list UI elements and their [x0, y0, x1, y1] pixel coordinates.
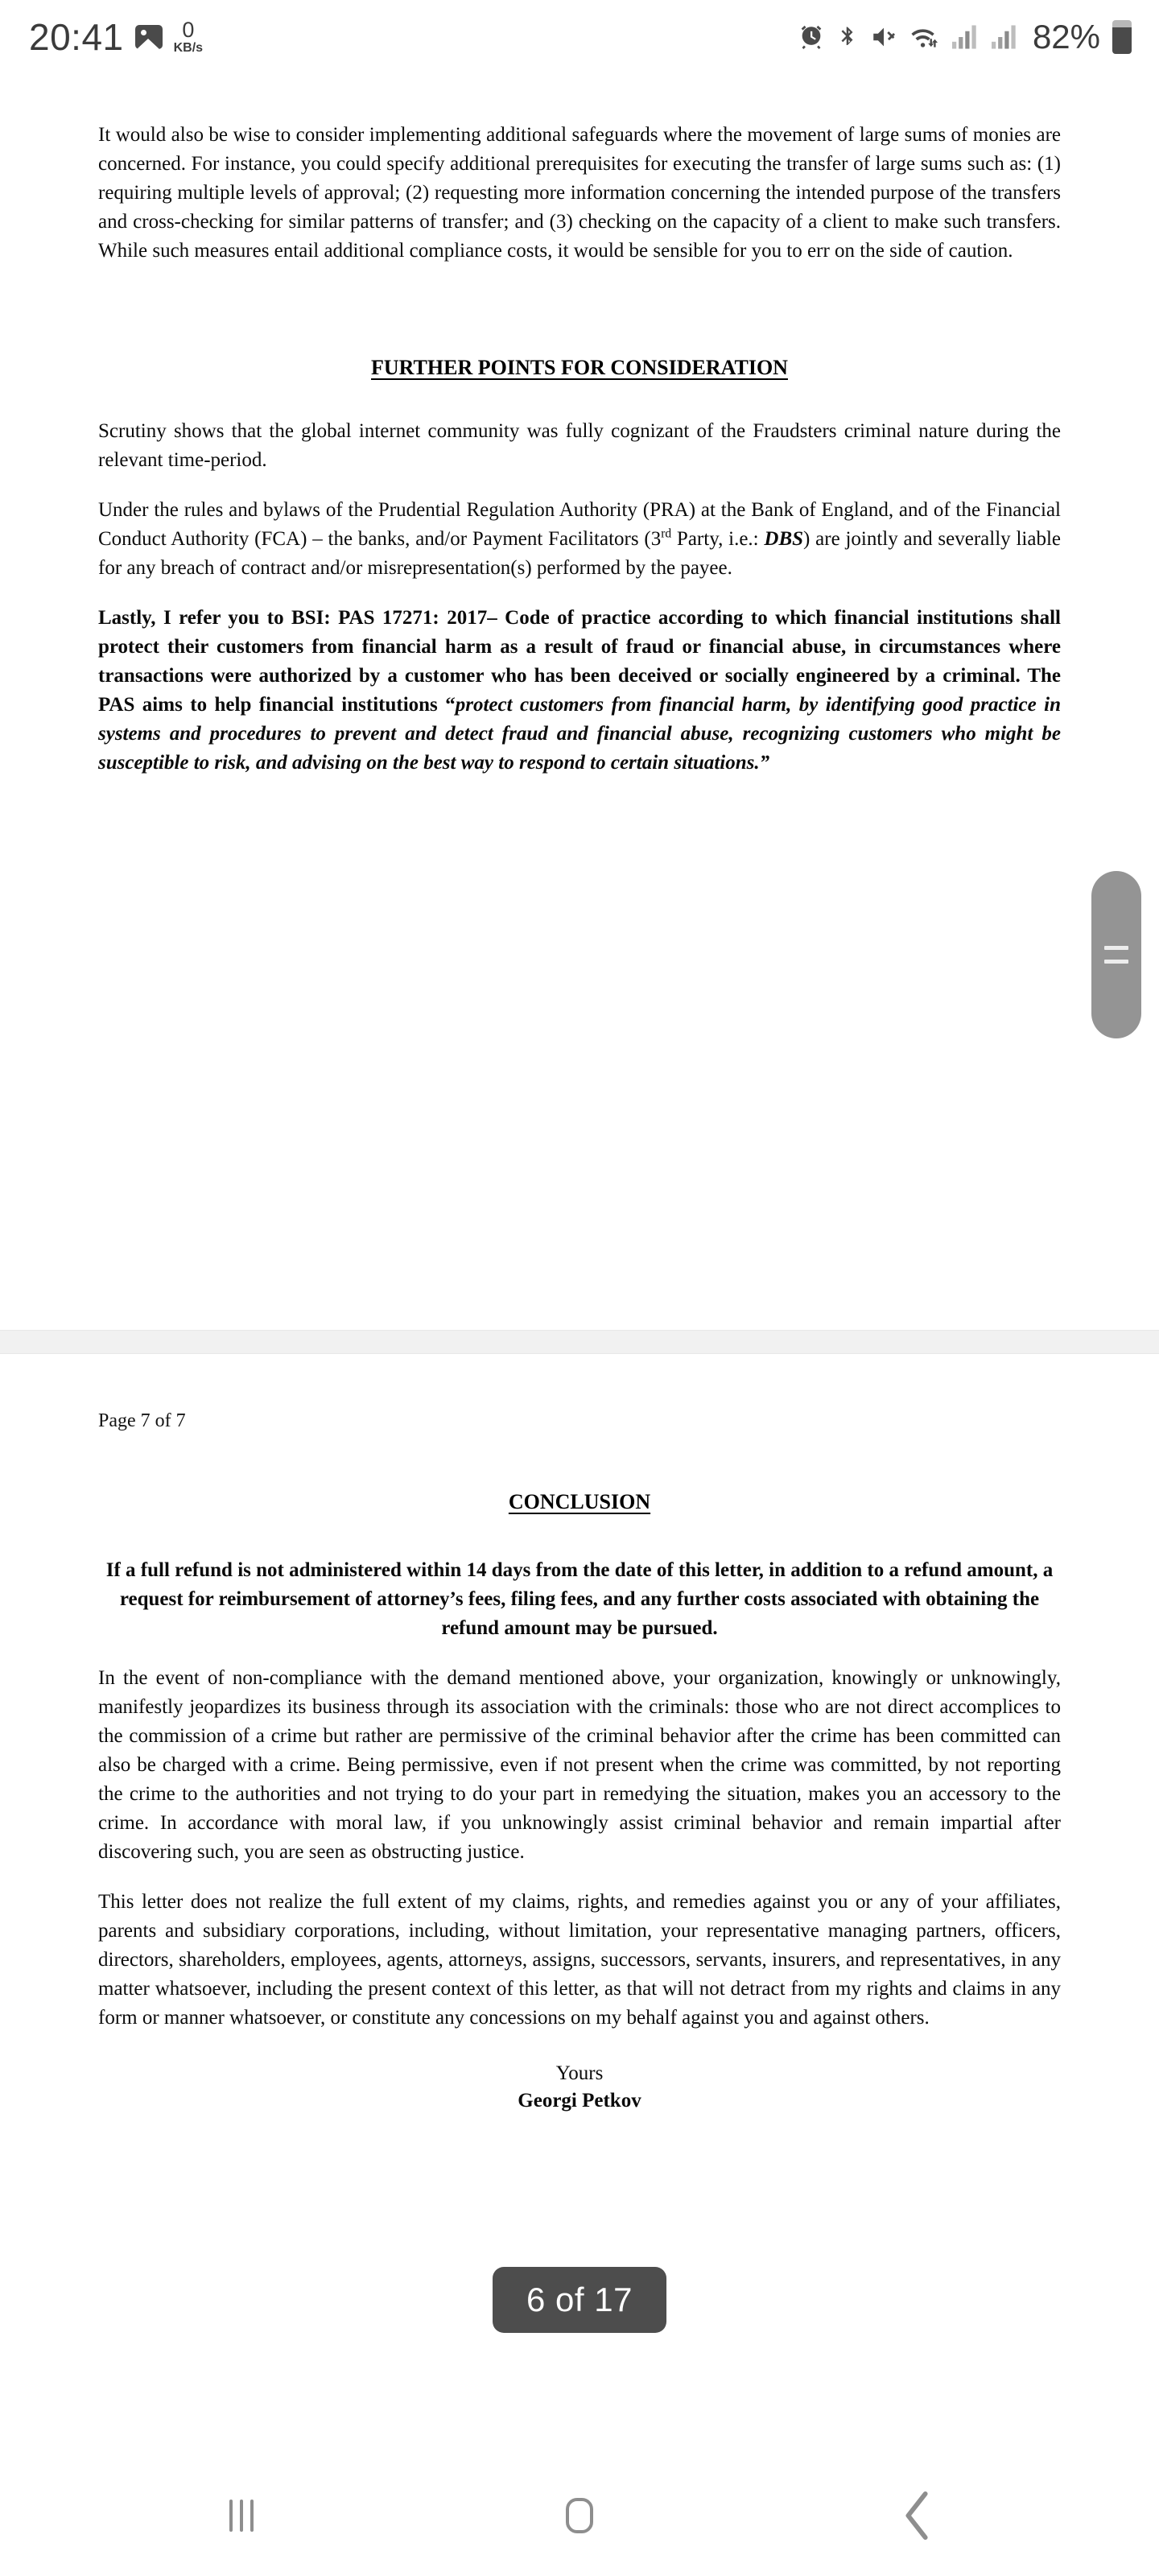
back-button[interactable]	[869, 2479, 966, 2552]
signature-closing: Yours	[555, 2062, 604, 2084]
document-page-7	[0, 1354, 1159, 2115]
battery-percent-label: 82%	[1032, 18, 1100, 56]
bluetooth-icon	[835, 23, 860, 51]
document-viewer[interactable]	[0, 74, 1159, 2455]
paragraph-scrutiny: Scrutiny shows that the global internet community was fully cognizant of the Fraudsters criminal nature during the relevant time-period.	[98, 420, 1061, 471]
page-indicator-badge: 6 of 17	[493, 2267, 666, 2333]
paragraph-non-compliance: In the event of non-compliance with the demand mentioned above, your organization, knowingly or unknowingly, manifestly jeopardizes its business through its association with the criminals: those who are not direct accomplices to the commission of a crime but rather are permissive of the criminal behavior after the crime has been committed can also be charged with a crime. Being permissive, even if not present when the crime was committed, by not reporting the crime to the authorities and not trying to do your part in remedying the situation, makes you an accessory to the crime. In accordance with moral law, if you unknowingly assist criminal behavior and remain impartial after discovering such, you are seen as obstructing justice.	[98, 1667, 1061, 1863]
paragraph-safeguards: It would also be wise to consider implementing additional safeguards where the movement of large sums of monies are concerned. For instance, you could specify additional prerequisites for executing the transfer of large sums such as: (1) requiring multiple levels of approval; (2) requesting more information concerning the intended purpose of the transfers and cross-checking for similar patterns of transfer; and (3) checking on the capacity of a client to make such transfers. While such measures entail additional compliance costs, it would be sensible for you to err on the side of caution.	[98, 124, 1061, 262]
wifi-icon	[908, 23, 940, 51]
network-speed-indicator	[174, 19, 203, 55]
status-bar-right	[798, 20, 1132, 54]
mute-icon	[870, 23, 897, 51]
pra-text-part-1: Under the rules and bylaws of the Prudential Regulation Authority (PRA) at the Bank of England, and of the Financial Conduct Authority (FCA) – the banks, and/or Payment Facilitators (3	[98, 499, 1061, 550]
document-page-6	[0, 74, 1159, 1330]
alarm-icon	[798, 23, 825, 51]
signal-bars-icon	[951, 24, 980, 50]
android-navigation-bar	[0, 2455, 1159, 2576]
paragraph-pas-17271	[98, 604, 1061, 778]
scrollbar-thumb[interactable]	[1091, 871, 1141, 1038]
paragraph-refund-demand: If a full refund is not administered within 14 days from the date of this letter, in addition to a refund amount, a request for reimbursement of attorney’s fees, filing fees, and any further costs associated with obtaining the refund amount may be pursued.	[105, 1559, 1054, 1639]
paragraph-claims-reservation: This letter does not realize the full extent of my claims, rights, and remedies against you or any of your affiliates, parents and subsidiary corporations, including, without limitation, your representative managing partners, officers, directors, shareholders, employees, agents, attorneys, assigns, successors, servants, insurers, and representatives, in any matter whatsoever, including the present context of this letter, as that will not detract from my rights and claims in any form or manner whatsoever, or constitute any concessions on my behalf against you and against others.	[98, 1891, 1061, 2029]
battery-icon	[1112, 20, 1132, 54]
network-speed-unit: KB/s	[173, 41, 204, 55]
section-title-further-points: FURTHER POINTS FOR CONSIDERATION	[371, 356, 788, 379]
signature-block	[98, 2060, 1061, 2115]
pra-emphasis-dbs: DBS	[764, 528, 804, 550]
status-clock: 20:41	[29, 16, 124, 58]
gallery-icon	[135, 25, 163, 49]
home-icon	[566, 2498, 593, 2533]
signal-bars-icon	[990, 24, 1019, 50]
recents-button[interactable]	[193, 2479, 290, 2552]
recents-icon	[229, 2500, 254, 2532]
pra-ordinal-superscript: rd	[661, 526, 672, 541]
status-bar	[0, 0, 1159, 74]
scrollbar-grip-line	[1104, 946, 1128, 950]
back-icon	[900, 2491, 935, 2541]
signature-name: Georgi Petkov	[518, 2090, 641, 2112]
status-bar-left	[29, 16, 204, 58]
pas-quoted-text: protect customers from financial harm, by identifying good practice in systems and procedures to prevent and detect fraud and financial abuse, recognizing customers who might be susceptible to risk, and advising on the best way to respond to certain situations.”	[98, 694, 1061, 774]
home-button[interactable]	[531, 2479, 628, 2552]
scrollbar-grip-line	[1104, 960, 1128, 964]
pas-bold-text: Lastly, I refer you to BSI: PAS 17271: 2017– Code of practice according to which financial institutions shall protect their customers from financial harm as a result of fraud or financial abuse, in circumstances where transactions were authorized by a customer who has been deceived or socially engineered by a criminal. The PAS aims to help financial institutions “	[98, 607, 1061, 716]
page-separator	[0, 1330, 1159, 1354]
section-title-conclusion: CONCLUSION	[508, 1490, 651, 1513]
network-speed-value: 0	[182, 18, 195, 42]
paragraph-pra-fca	[98, 496, 1061, 583]
pra-text-part-2: Party, i.e.:	[671, 528, 765, 550]
page-number-label: Page 7 of 7	[98, 1410, 186, 1431]
pra-text-part-3: ) are jointly and severally liable for any breach of contract and/or misrepresentation(s) performed by the payee.	[98, 528, 1061, 579]
